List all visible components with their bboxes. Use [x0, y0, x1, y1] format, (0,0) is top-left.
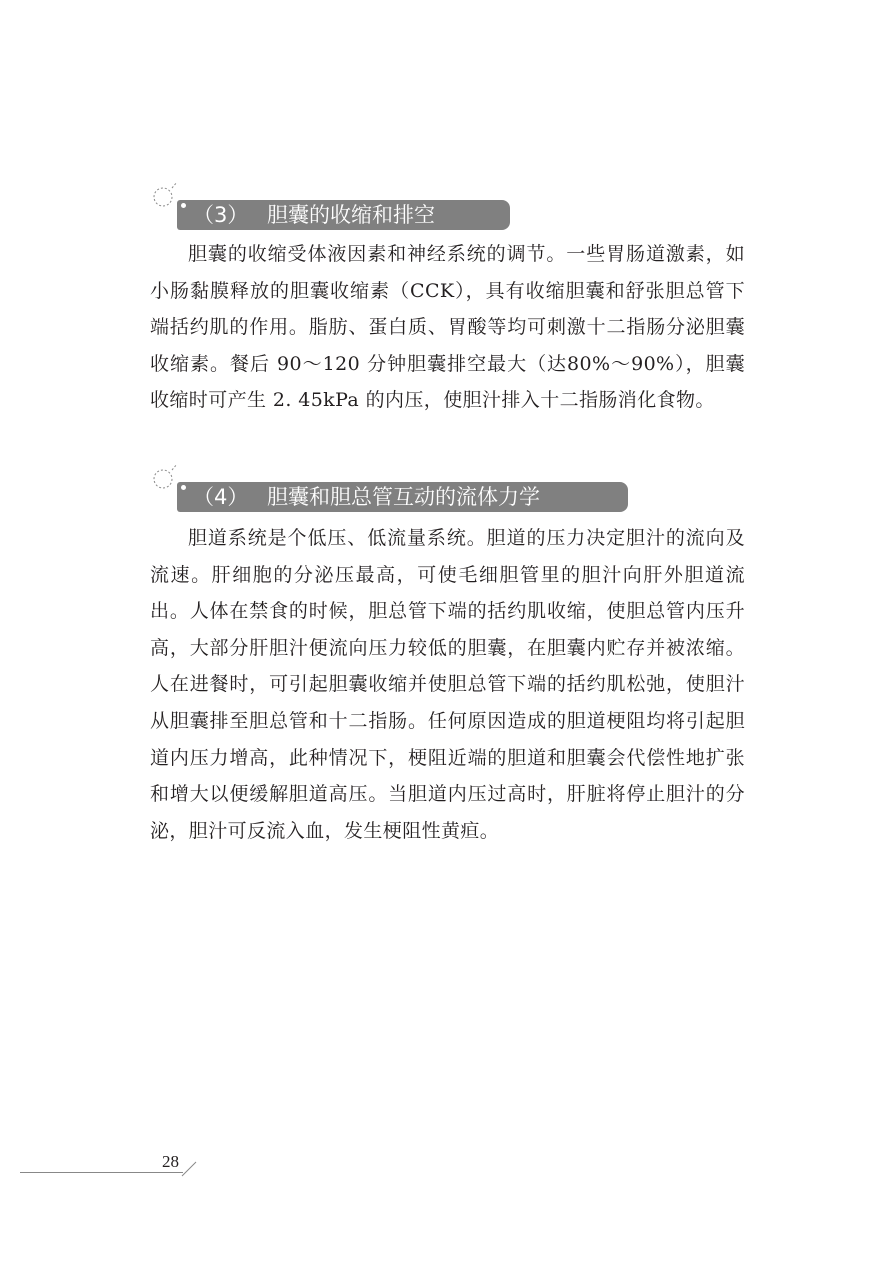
page-footer [20, 1150, 220, 1190]
section-3-title: 胆囊的收缩和排空 [267, 203, 435, 227]
section-4-heading [177, 482, 628, 512]
heading-dot-icon [181, 485, 186, 490]
section-4-paragraph: 胆道系统是个低压、低流量系统。胆道的压力决定胆汁的流向及流速。肝细胞的分泌压最高，可使毛细胆管里的胆汁向肝外胆道流出。人体在禁食的时候，胆总管下端的括约肌收缩，使胆总管内压升高，大部分肝胆汁便流向压力较低的胆囊，在胆囊内贮存并被浓缩。人在进餐时，可引起胆囊收缩并使胆总管下端的括约肌松弛，使胆汁从胆囊排至胆总管和十二指肠。任何原因造成的胆道梗阻均将引起胆道内压力增高，此种情况下，梗阻近端的胆道和胆囊会代偿性地扩张和增大以便缓解胆道高压。当胆道内压过高时，肝脏将停止胆汁的分泌，胆汁可反流入血，发生梗阻性黄疸。 [150, 527, 745, 842]
section-4 [0, 462, 889, 842]
heading-dot-icon [181, 203, 186, 208]
page-slash-icon [180, 1158, 200, 1178]
dashed-circle-ornament-icon [150, 180, 178, 210]
section-3-heading [177, 200, 510, 230]
page-number: 28 [162, 1152, 179, 1171]
dashed-circle-ornament-icon [150, 462, 178, 492]
section-3-heading-row [0, 180, 889, 232]
section-3 [0, 180, 889, 412]
section-4-heading-row [0, 462, 889, 514]
section-3-paragraph: 胆囊的收缩受体液因素和神经系统的调节。一些胃肠道激素，如小肠黏膜释放的胆囊收缩素（CCK），具有收缩胆囊和舒张胆总管下端括约肌的作用。脂肪、蛋白质、胃酸等均可刺激十二指肠分泌胆囊收缩素。餐后 90～120 分钟胆囊排空最大（达80%～90%），胆囊收缩时可产生 2. 45kPa 的内压，使胆汁排入十二指肠消化食物。 [150, 243, 745, 412]
footer-rule [20, 1172, 183, 1173]
section-4-title: 胆囊和胆总管互动的流体力学 [267, 485, 540, 509]
section-4-number: （4） [193, 485, 249, 509]
section-3-number: （3） [193, 203, 249, 227]
